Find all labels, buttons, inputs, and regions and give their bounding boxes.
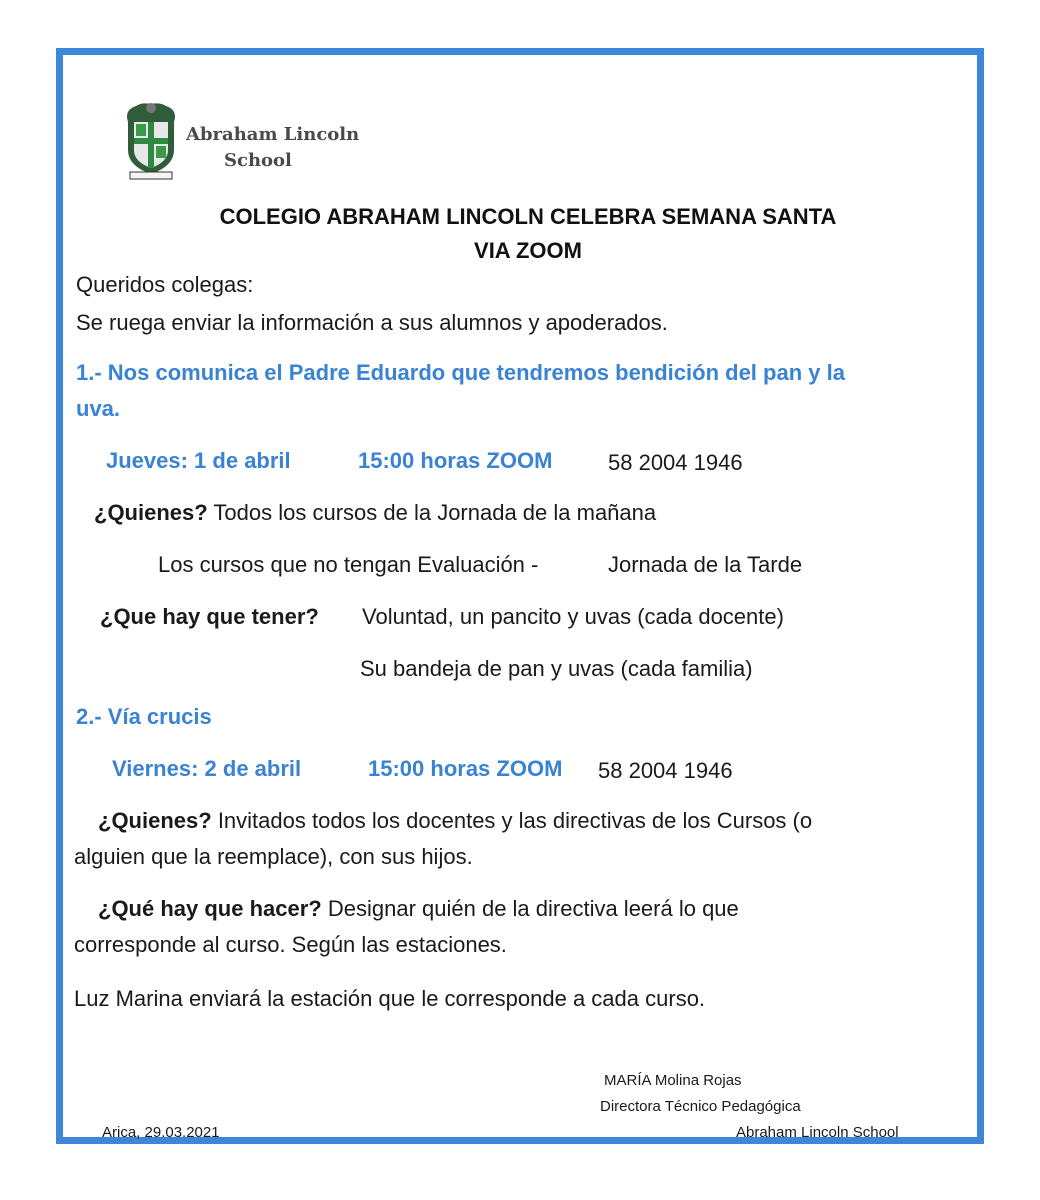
section2-date: Viernes: 2 de abril — [112, 756, 302, 781]
section2-hacer-label: ¿Qué hay que hacer? — [98, 896, 322, 921]
school-crest-logo — [122, 100, 180, 180]
section2-quienes-text: Invitados todos los docentes y las directivas de los Cursos (o — [217, 808, 813, 833]
section1-date: Jueves: 1 de abril — [106, 448, 291, 473]
closing-text: Luz Marina enviará la estación que le corresponde a cada curso. — [74, 986, 706, 1011]
section1-tener-text: Voluntad, un pancito y uvas (cada docente) — [362, 604, 784, 629]
document-title-line1: COLEGIO ABRAHAM LINCOLN CELEBRA SEMANA SANTA — [219, 204, 837, 229]
school-name-logo-text: Abraham Lincoln School — [186, 124, 360, 171]
document-title-line2: VIA ZOOM — [474, 238, 582, 263]
section1-time: 15:00 horas ZOOM — [358, 448, 553, 473]
section1-quienes-line2a: Los cursos que no tengan Evaluación - — [158, 552, 539, 577]
greeting: Queridos colegas: — [76, 272, 254, 297]
section1-tener-text2: Su bandeja de pan y uvas (cada familia) — [360, 656, 753, 681]
section2-quienes — [98, 808, 812, 834]
section1-heading-line2: uva. — [76, 396, 121, 421]
section2-meeting-id: 58 2004 1946 — [598, 758, 733, 783]
section1-tener-label: ¿Que hay que tener? — [100, 604, 319, 629]
section2-hacer-line2: corresponde al curso. Según las estaciones. — [74, 932, 507, 957]
signature-role: Directora Técnico Pedagógica — [600, 1098, 801, 1115]
section1-quienes-line2b: Jornada de la Tarde — [608, 552, 803, 577]
section2-time: 15:00 horas ZOOM — [368, 756, 563, 781]
section1-meeting-id: 58 2004 1946 — [608, 450, 743, 475]
signature-name: MARÍA Molina Rojas — [604, 1072, 742, 1089]
section1-heading-line1: 1.- Nos comunica el Padre Eduardo que tendremos bendición del pan y la — [76, 360, 845, 385]
section2-hacer — [98, 896, 739, 922]
section2-heading: 2.- Vía crucis — [76, 704, 212, 729]
section1-quienes — [94, 500, 656, 526]
section1-quienes-label: ¿Quienes? — [94, 500, 208, 525]
section2-quienes-line2: alguien que la reemplace), con sus hijos. — [74, 844, 473, 869]
section2-quienes-label: ¿Quienes? — [98, 808, 212, 833]
signature-school: Abraham Lincoln School — [736, 1124, 899, 1141]
place-date: Arica, 29.03.2021 — [102, 1124, 220, 1141]
section2-hacer-text: Designar quién de la directiva leerá lo que — [327, 896, 739, 921]
section1-quienes-text: Todos los cursos de la Jornada de la mañana — [213, 500, 657, 525]
intro-text: Se ruega enviar la información a sus alumnos y apoderados. — [76, 310, 668, 335]
